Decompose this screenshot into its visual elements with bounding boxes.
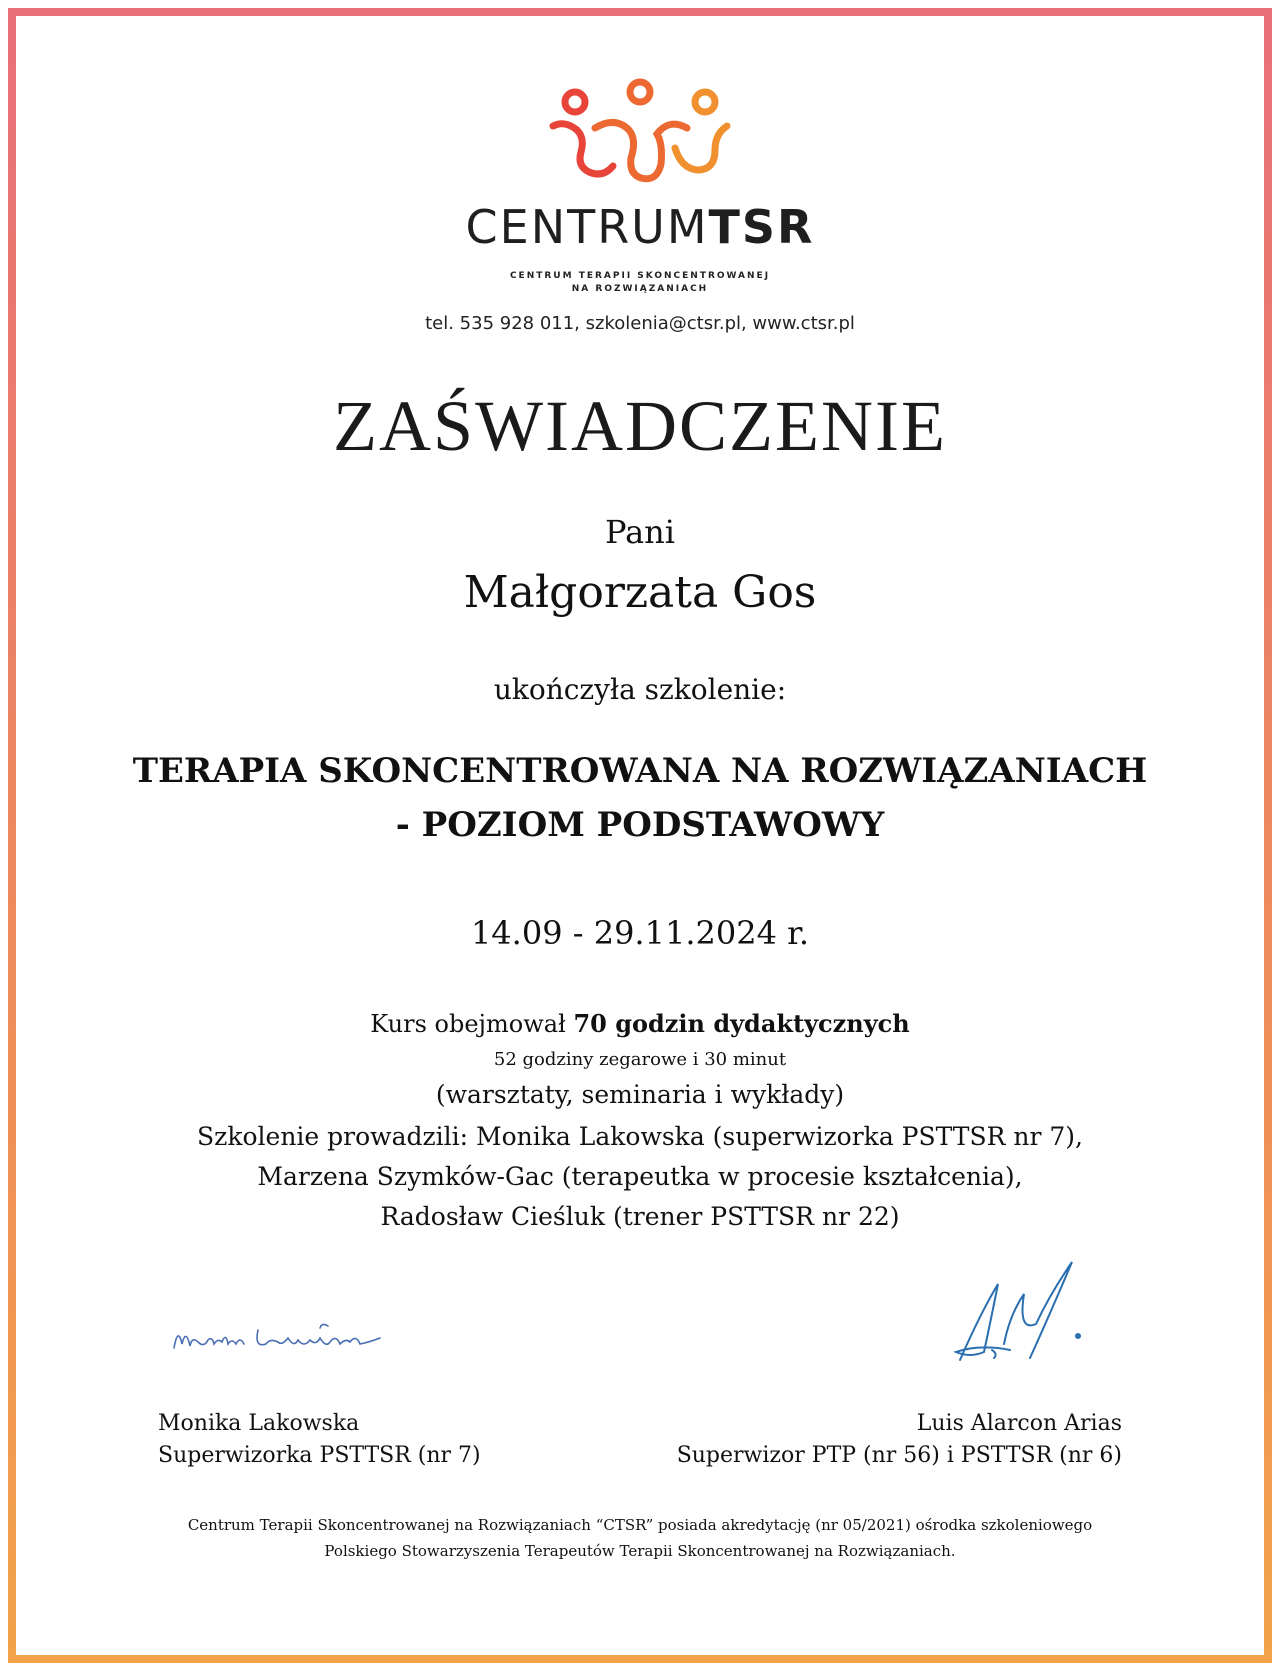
course-hours-bold: 70 godzin dydaktycznych	[573, 1009, 910, 1038]
course-title-line1: TERAPIA SKONCENTROWANA NA ROZWIĄZANIACH	[132, 751, 1148, 791]
trainers-line1: Szkolenie prowadzili: Monika Lakowska (superwizorka PSTTSR nr 7),	[197, 1122, 1083, 1151]
signer-right-name: Luis Alarcon Arias	[916, 1411, 1122, 1436]
centrum-tsr-logo-icon	[545, 78, 735, 188]
certificate-title: ZAŚWIADCZENIE	[333, 386, 947, 466]
recipient-name: Małgorzata Gos	[463, 567, 817, 618]
logo-head-center	[630, 82, 650, 102]
logo-head-right	[695, 92, 715, 112]
footer-accreditation-line1: Centrum Terapii Skoncentrowanej na Rozwiązaniach “CTSR” posiada akredytację (nr 05/2021) ośrodka szkoleniowego	[187, 1516, 1093, 1534]
signer-right	[677, 1408, 1122, 1472]
signer-left	[158, 1408, 481, 1472]
brand-wordmark-light: CENTRUM	[465, 200, 709, 254]
course-title-line2: - POZIOM PODSTAWOWY	[395, 805, 885, 845]
brand-wordmark	[0, 200, 1280, 254]
signer-right-role: Superwizor PTP (nr 56) i PSTTSR (nr 6)	[676, 1443, 1122, 1468]
footer-accreditation-line2: Polskiego Stowarzyszenia Terapeutów Terapii Skoncentrowanej na Rozwiązaniach.	[324, 1542, 956, 1560]
trainers-line2: Marzena Szymków-Gac (terapeutka w procesie kształcenia),	[257, 1162, 1023, 1191]
brand-subtitle-line2: NA ROZWIĄZANIACH	[571, 284, 709, 294]
signer-left-name: Monika Lakowska	[158, 1411, 360, 1436]
clock-hours: 52 godziny zegarowe i 30 minut	[493, 1049, 787, 1070]
salutation: Pani	[604, 513, 675, 551]
logo-body-left	[553, 124, 613, 174]
trainers-line3: Radosław Cieśluk (trener PSTTSR nr 22)	[380, 1202, 900, 1231]
course-hours-prefix: Kurs obejmował	[370, 1010, 574, 1038]
completed-text: ukończyła szkolenie:	[493, 673, 787, 706]
brand-wordmark-bold: TSR	[708, 200, 815, 254]
brand-subtitle-line1: CENTRUM TERAPII SKONCENTROWANEJ	[509, 271, 771, 281]
course-hours	[0, 1009, 1280, 1038]
course-formats: (warsztaty, seminaria i wykłady)	[435, 1080, 845, 1109]
course-dates: 14.09 - 29.11.2024 r.	[470, 914, 810, 952]
brand-subtitle	[0, 270, 1280, 296]
signer-left-role: Superwizorka PSTTSR (nr 7)	[158, 1443, 481, 1468]
contact-info: tel. 535 928 011, szkolenia@ctsr.pl, www.ctsr.pl	[425, 313, 855, 334]
signature-right-handwriting	[940, 1254, 1100, 1374]
logo-body-right	[675, 126, 727, 170]
logo-head-left	[565, 92, 585, 112]
signature-left-handwriting	[170, 1308, 410, 1368]
